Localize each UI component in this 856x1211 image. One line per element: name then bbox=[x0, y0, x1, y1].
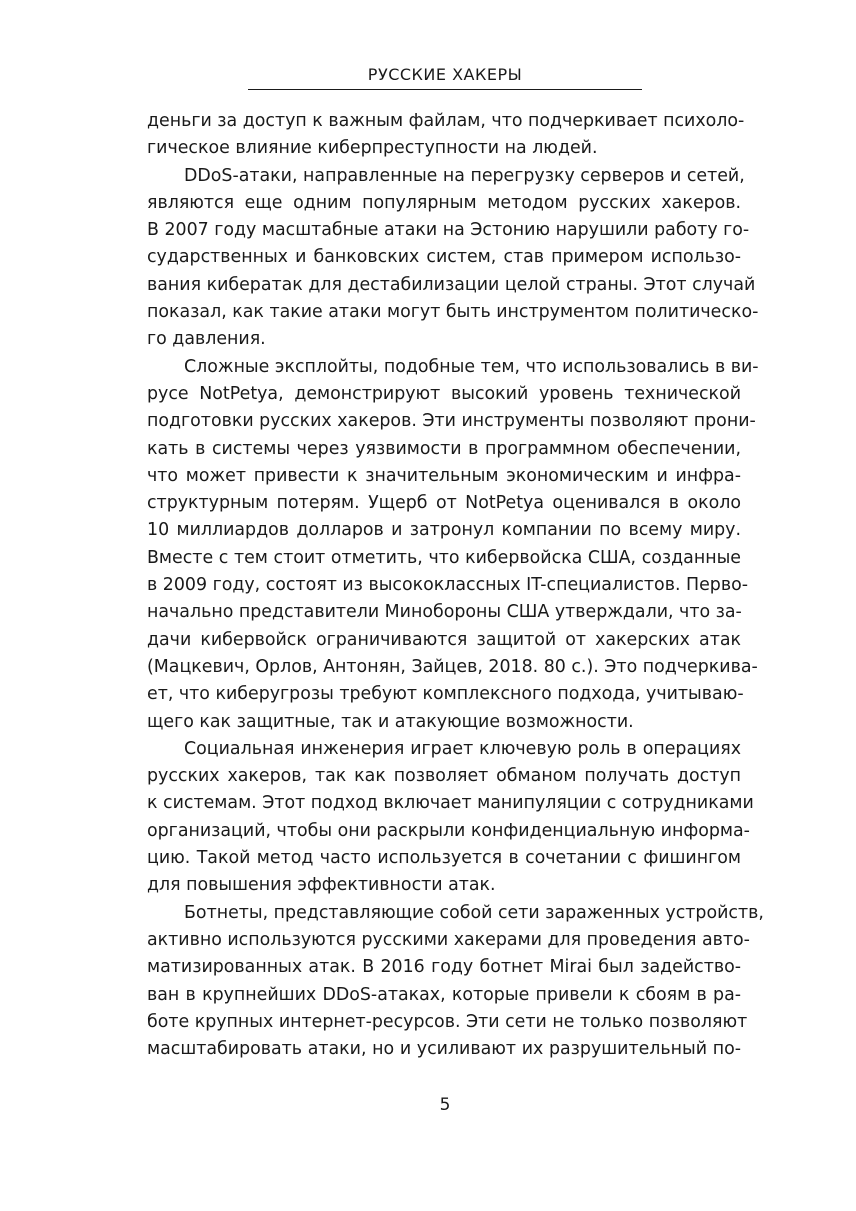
running-head-rule bbox=[248, 89, 642, 90]
text-line: Вместе с тем стоит отметить, что кибервойска США, созданные bbox=[147, 547, 741, 568]
paragraph-first-line: Ботнеты, представляющие собой сети зараженных устройств, bbox=[184, 902, 764, 923]
text-line: что может привести к значительным экономическим и инфра- bbox=[147, 465, 741, 486]
text-line: являются еще одним популярным методом русских хакеров. bbox=[147, 192, 741, 213]
text-line: организаций, чтобы они раскрыли конфиденциальную информа- bbox=[147, 820, 750, 841]
text-line: русе NotPetya, демонстрируют высокий уровень технической bbox=[147, 383, 741, 404]
page-number: 5 bbox=[439, 1095, 451, 1115]
text-line: для повышения эффективности атак. bbox=[147, 875, 496, 896]
text-line: боте крупных интернет-ресурсов. Эти сети не только позволяют bbox=[147, 1011, 748, 1032]
paragraph-first-line: DDoS-атаки, направленные на перегрузку серверов и сетей, bbox=[184, 165, 745, 186]
text-line: кать в системы через уязвимости в программном обеспечении, bbox=[147, 438, 741, 459]
text-line: деньги за доступ к важным файлам, что подчеркивает психоло- bbox=[147, 111, 745, 131]
text-line: матизированных атак. В 2016 году ботнет Mirai был задейство- bbox=[147, 957, 741, 978]
paragraph-first-line: Социальная инженерия играет ключевую роль в операциях bbox=[184, 738, 741, 759]
text-line: В 2007 году масштабные атаки на Эстонию нарушили работу го- bbox=[147, 220, 750, 241]
text-line: ет, что киберугрозы требуют комплексного подхода, учитываю- bbox=[147, 684, 744, 705]
text-line: к системам. Этот подход включает манипуляции с сотрудниками bbox=[147, 793, 754, 814]
text-line: активно используются русскими хакерами для проведения авто- bbox=[147, 929, 750, 950]
text-line: в 2009 году, состоят из высококлассных IT-специалистов. Перво- bbox=[147, 575, 748, 596]
text-line: ван в крупнейших DDoS-атаках, которые привели к сбоям в ра- bbox=[147, 984, 741, 1005]
body-text bbox=[147, 108, 764, 1063]
text-line: цию. Такой метод часто используется в сочетании с фишингом bbox=[147, 848, 741, 869]
text-line: подготовки русских хакеров. Эти инструменты позволяют прони- bbox=[147, 411, 756, 432]
text-line: го давления. bbox=[147, 329, 266, 350]
text-line: дачи кибервойск ограничиваются защитой от хакерских атак bbox=[147, 629, 741, 650]
text-line: структурным потерям. Ущерб от NotPetya оценивался в около bbox=[147, 493, 741, 514]
text-line: щего как защитные, так и атакующие возможности. bbox=[147, 711, 634, 732]
running-head: РУССКИЕ ХАКЕРЫ bbox=[367, 65, 523, 84]
text-line: 10 миллиардов долларов и затронул компании по всему миру. bbox=[147, 520, 741, 541]
text-line: показал, как такие атаки могут быть инструментом политическо- bbox=[147, 302, 759, 323]
text-line: вания кибератак для дестабилизации целой страны. Этот случай bbox=[147, 274, 756, 295]
paragraph-first-line: Сложные эксплойты, подобные тем, что использовались в ви- bbox=[184, 356, 759, 377]
text-line: (Мацкевич, Орлов, Антонян, Зайцев, 2018. 80 с.). Это подчеркива- bbox=[147, 656, 758, 677]
text-line: сударственных и банковских систем, став примером использо- bbox=[147, 247, 741, 268]
text-line: гическое влияние киберпреступности на людей. bbox=[147, 138, 598, 159]
text-line: русских хакеров, так как позволяет обманом получать доступ bbox=[147, 766, 741, 787]
text-line: начально представители Минобороны США утверждали, что за- bbox=[147, 602, 742, 623]
text-line: масштабировать атаки, но и усиливают их разрушительный по- bbox=[147, 1039, 741, 1060]
